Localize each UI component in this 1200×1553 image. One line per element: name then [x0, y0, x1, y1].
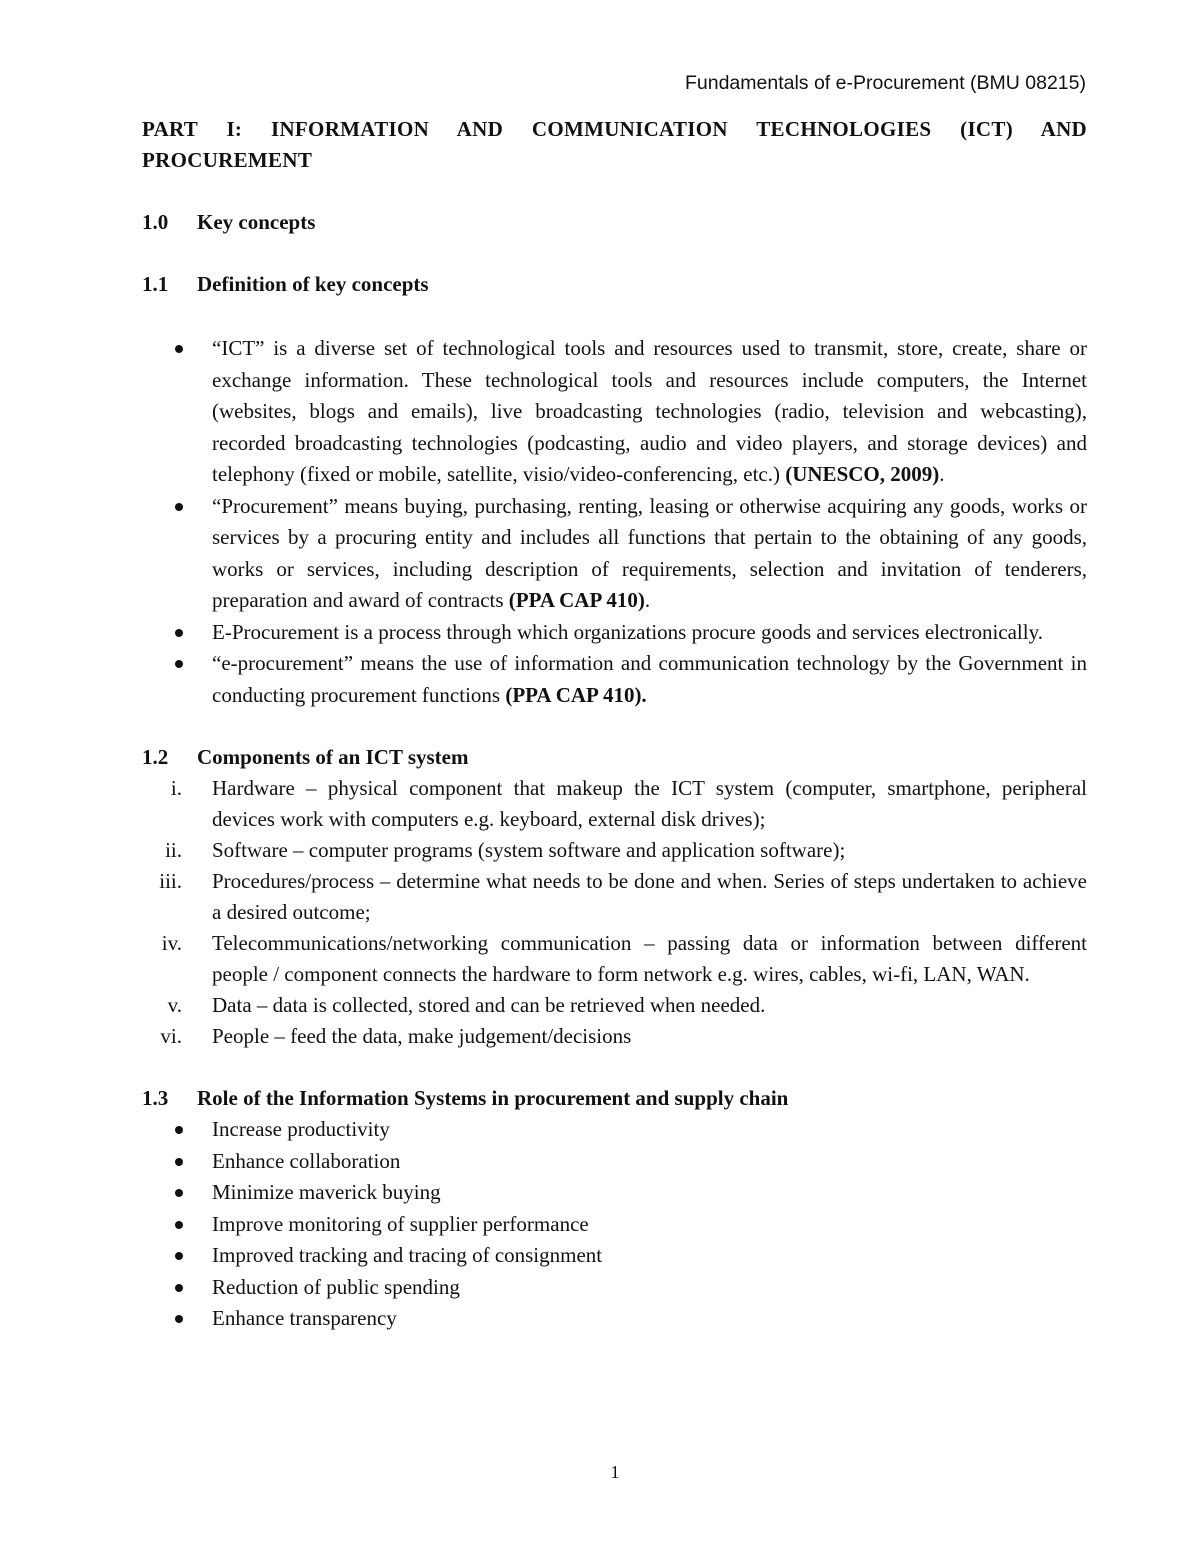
list-item: Reduction of public spending: [142, 1272, 1087, 1304]
page-number: 1: [610, 1462, 620, 1482]
section-number: 1.0: [142, 210, 169, 234]
section-number: 1.3: [142, 1086, 169, 1110]
list-numeral: vi.: [160, 1024, 182, 1048]
section-heading-1-0: [142, 207, 1087, 238]
list-numeral: v.: [167, 993, 182, 1017]
list-item: v. Data – data is collected, stored and can be retrieved when needed.: [142, 990, 1087, 1021]
bullet-icon: [175, 345, 183, 353]
section-heading-1-1: [142, 269, 1087, 300]
list-item: i. Hardware – physical component that makeup the ICT system (computer, smartphone, peripheral devices work with computers e.g. keyboard, external disk drives);: [142, 773, 1087, 835]
components-list: [142, 773, 1087, 1052]
bullet-icon: [175, 1126, 183, 1134]
bullet-icon: [175, 1221, 183, 1229]
list-item: Minimize maverick buying: [142, 1177, 1087, 1209]
section-title: Role of the Information Systems in procurement and supply chain: [197, 1086, 789, 1110]
part-title: PART I: INFORMATION AND COMMUNICATION TECHNOLOGIES (ICT) AND PROCUREMENT: [142, 117, 1087, 172]
list-item: “Procurement” means buying, purchasing, renting, leasing or otherwise acquiring any goods, works or services by a procuring entity and includes all functions that pertain to the obtaining of any goods, works or services, including description of requirements, selection and invitation of tenderers, preparation and award of contracts (PPA CAP 410).: [142, 491, 1087, 617]
list-item: Enhance collaboration: [142, 1146, 1087, 1178]
section-number: 1.2: [142, 745, 169, 769]
running-header: Fundamentals of e-Procurement (BMU 08215): [684, 72, 1086, 94]
list-numeral: iv.: [161, 931, 182, 955]
bullet-icon: [175, 660, 183, 668]
list-item: Enhance transparency: [142, 1303, 1087, 1335]
page-content: [142, 114, 1087, 1335]
roles-list: [142, 1114, 1087, 1335]
list-numeral: iii.: [159, 869, 182, 893]
bullet-icon: [175, 1252, 183, 1260]
definitions-list: [142, 333, 1087, 711]
bullet-icon: [175, 503, 183, 511]
list-item: Improve monitoring of supplier performance: [142, 1209, 1087, 1241]
list-item: vi. People – feed the data, make judgement/decisions: [142, 1021, 1087, 1052]
bullet-icon: [175, 1315, 183, 1323]
bullet-icon: [175, 629, 183, 637]
section-title: Key concepts: [197, 210, 316, 234]
bullet-icon: [175, 1189, 183, 1197]
list-item: “e-procurement” means the use of information and communication technology by the Government in conducting procurement functions (PPA CAP 410).: [142, 648, 1087, 711]
list-numeral: ii.: [165, 838, 182, 862]
list-item: “ICT” is a diverse set of technological tools and resources used to transmit, store, create, share or exchange information. These technological tools and resources include computers, the Internet (websites, blogs and emails), live broadcasting technologies (radio, television and webcasting), recorded broadcasting technologies (podcasting, audio and video players, and storage devices) and telephony (fixed or mobile, satellite, visio/video-conferencing, etc.) (UNESCO, 2009).: [142, 333, 1087, 491]
list-item: ii. Software – computer programs (system software and application software);: [142, 835, 1087, 866]
list-item: E-Procurement is a process through which organizations procure goods and services electronically.: [142, 617, 1087, 649]
list-item: Increase productivity: [142, 1114, 1087, 1146]
bullet-icon: [175, 1284, 183, 1292]
list-item: Improved tracking and tracing of consignment: [142, 1240, 1087, 1272]
section-number: 1.1: [142, 272, 169, 296]
section-heading-1-2: [142, 742, 1087, 773]
list-item: iii. Procedures/process – determine what needs to be done and when. Series of steps undertaken to achieve a desired outcome;: [142, 866, 1087, 928]
section-title: Definition of key concepts: [197, 272, 429, 296]
section-heading-1-3: [142, 1083, 1087, 1114]
section-title: Components of an ICT system: [197, 745, 469, 769]
list-item: iv. Telecommunications/networking communication – passing data or information between different people / component connects the hardware to form network e.g. wires, cables, wi-fi, LAN, WAN.: [142, 928, 1087, 990]
bullet-icon: [175, 1158, 183, 1166]
list-numeral: i.: [170, 776, 182, 800]
